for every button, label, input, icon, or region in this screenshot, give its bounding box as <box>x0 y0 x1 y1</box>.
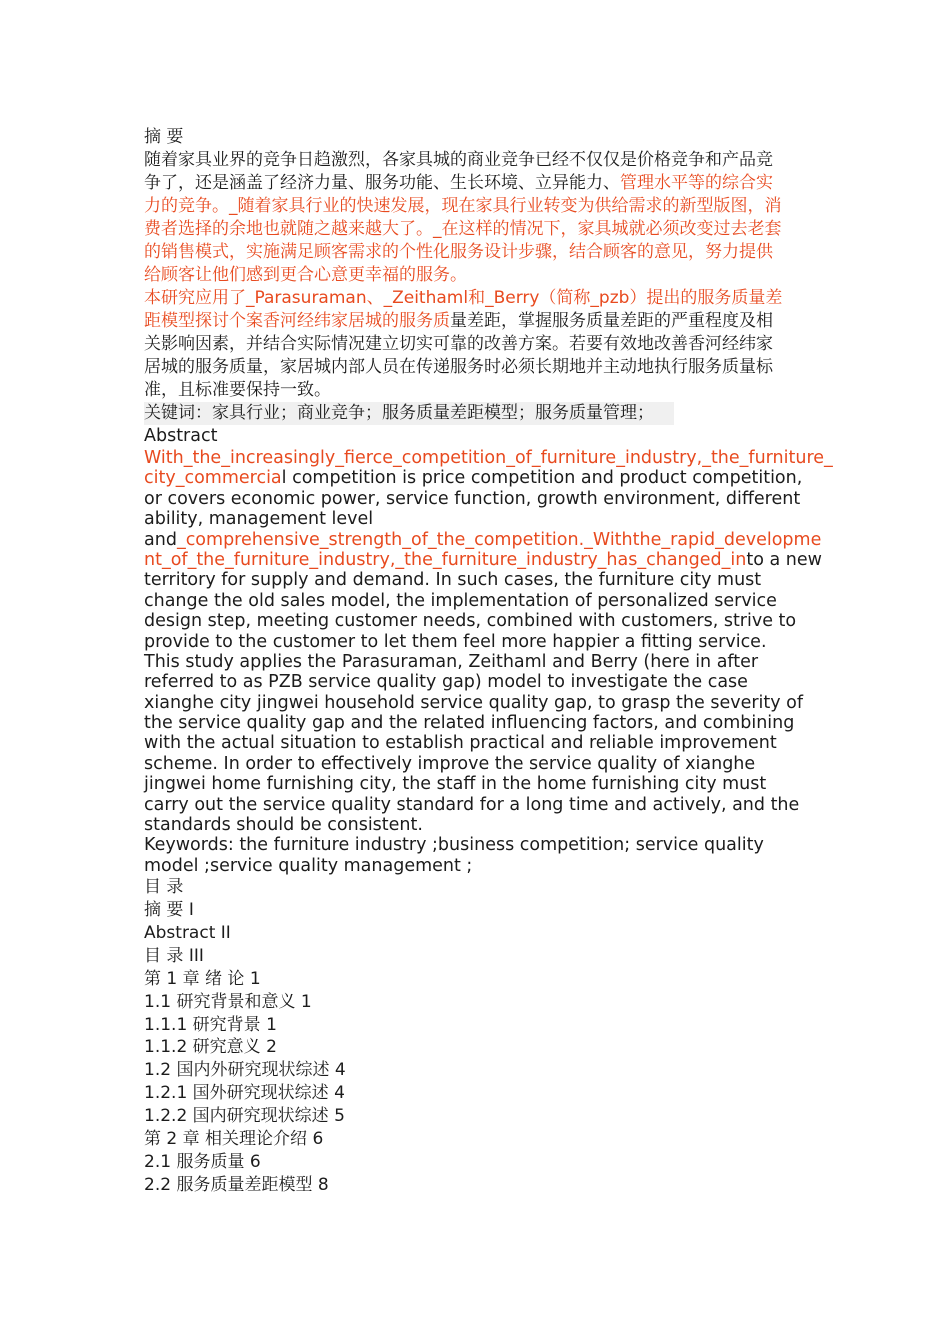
toc-entry-page: 2 <box>266 1037 277 1058</box>
toc-heading-text: 目 录 <box>144 877 184 898</box>
abstract-cn-line <box>144 287 844 310</box>
text-segment: This study applies the Parasuraman, Zeithaml and Berry (here in after <box>144 651 759 672</box>
text-segment: territory for supply and demand. In such cases, the furniture city must <box>144 570 762 591</box>
toc-entry-title: 1.2.1 国外研究现状综述 <box>144 1083 329 1104</box>
toc-entry <box>144 991 844 1014</box>
abstract-cn-line <box>144 379 844 402</box>
toc-entry-page: I <box>188 900 194 921</box>
abstract-en-heading-text: Abstract <box>144 426 218 446</box>
toc-entry-page: 4 <box>334 1060 346 1081</box>
text-segment: with the actual situation to establish practical and reliable improvement <box>144 733 777 754</box>
toc-entry <box>144 1014 844 1037</box>
highlighted-text-segment: 距模型探讨个案香河经纬家居城的服务质 <box>144 311 450 331</box>
text-segment: 随着家具业界的竞争日趋激烈，各家具城的商业竞争已经不仅仅是价格竞争和产品竞 <box>144 150 773 170</box>
toc-entry-title: 摘 要 <box>144 900 184 921</box>
text-segment: 准，且标准要保持一致。 <box>144 380 331 400</box>
text-segment: carry out the service quality standard for a long time and actively, and the <box>144 794 800 815</box>
text-segment: standards should be consistent. <box>144 815 423 836</box>
highlighted-text-segment: 力的竞争。_随着家具行业的快速发展，现在家具行业转变为供给需求的新型版图，消 <box>144 196 782 216</box>
abstract-cn-heading <box>144 126 844 149</box>
toc-entry-title: 1.2 国内外研究现状综述 <box>144 1060 330 1081</box>
abstract-en-line <box>144 652 844 672</box>
text-segment: referred to as PZB service quality gap) model to investigate the case <box>144 672 748 693</box>
text-segment: Keywords: the furniture industry ;business competition; service quality <box>144 835 764 856</box>
toc-entry-page: 8 <box>317 1174 329 1195</box>
toc-entry-page: 1 <box>249 968 261 989</box>
text-segment: jingwei home furnishing city, the staff in the home furnishing city must <box>144 774 767 795</box>
toc-entry-page: III <box>188 945 204 966</box>
abstract-en-line <box>144 509 844 529</box>
abstract-en-line <box>144 530 844 550</box>
text-segment: 量差距，掌握服务质量差距的严重程度及相 <box>450 311 773 331</box>
abstract-en-line <box>144 489 844 509</box>
abstract-en-line <box>144 693 844 713</box>
abstract-cn-line <box>144 195 844 218</box>
toc-entry-title: 目 录 <box>144 945 184 966</box>
highlighted-text-segment: 给顾客让他们感到更合心意更幸福的服务。 <box>144 265 467 285</box>
text-segment: model ;service quality management ; <box>144 855 473 876</box>
text-segment: to a new <box>746 549 822 570</box>
abstract-en-line <box>144 570 844 590</box>
text-segment: ability, management level <box>144 509 374 530</box>
text-segment: 关影响因素，并结合实际情况建立切实可靠的改善方案。若要有效地改善香河经纬家 <box>144 334 773 354</box>
highlighted-text-segment: With_the_increasingly_fierce_competition_of_furniture_industry,_the_furniture_ <box>144 448 833 468</box>
abstract-en-line <box>144 795 844 815</box>
keywords-cn-text: 关键词：家具行业；商业竞争；服务质量差距模型；服务质量管理； <box>144 402 674 425</box>
toc-entry-title: 第 2 章 相关理论介绍 <box>144 1129 308 1149</box>
document-page <box>144 126 844 1197</box>
toc-entry-page: 5 <box>334 1106 345 1127</box>
abstract-cn-line <box>144 218 844 241</box>
toc-entry-title: Abstract <box>144 922 216 943</box>
abstract-cn-line <box>144 264 844 287</box>
abstract-en-line <box>144 815 844 835</box>
abstract-en-line <box>144 632 844 652</box>
abstract-en-heading <box>144 425 844 448</box>
toc-entry-title: 2.1 服务质量 <box>144 1151 245 1172</box>
abstract-en-line <box>144 448 844 468</box>
toc-entry <box>144 899 844 922</box>
abstract-en-line <box>144 713 844 733</box>
keywords-en-line <box>144 856 844 876</box>
highlighted-text-segment: 费者选择的余地也就随之越来越大了。_在这样的情况下，家具城就必须改变过去老套 <box>144 219 782 239</box>
highlighted-text-segment: 的销售模式，实施满足顾客需求的个性化服务设计步骤，结合顾客的意见，努力提供 <box>144 242 773 262</box>
highlighted-text-segment: 管理水平等的综合实 <box>620 173 773 193</box>
text-segment: change the old sales model, the implementation of personalized service <box>144 590 777 611</box>
toc-entry <box>144 1059 844 1082</box>
toc-heading <box>144 876 844 899</box>
text-segment: 居城的服务质量，家居城内部人员在传递服务时必须长期地并主动地执行服务质量标 <box>144 357 773 377</box>
abstract-en-line <box>144 468 844 488</box>
toc-entry-page: 4 <box>334 1083 345 1104</box>
text-segment: or covers economic power, service function, growth environment, different <box>144 488 801 509</box>
abstract-cn-line <box>144 333 844 356</box>
abstract-en-line <box>144 774 844 794</box>
highlighted-text-segment: 本研究应用了_Parasuraman、_Zeithaml和_Berry（简称_pzb）提出的服务质量差 <box>144 288 783 308</box>
toc-entry-page: 6 <box>312 1129 324 1149</box>
toc-entry <box>144 968 844 991</box>
text-segment: scheme. In order to effectively improve the service quality of xianghe <box>144 753 756 774</box>
toc-entry-title: 1.1.2 研究意义 <box>144 1037 261 1058</box>
text-segment: and <box>144 529 177 550</box>
abstract-en-line <box>144 733 844 753</box>
toc-entry <box>144 1082 844 1105</box>
toc-entry-page: II <box>220 922 231 943</box>
text-segment: the service quality gap and the related influencing factors, and combining <box>144 713 795 734</box>
abstract-en-line <box>144 611 844 631</box>
abstract-cn-line <box>144 241 844 264</box>
highlighted-text-segment: city_commercia <box>144 468 282 489</box>
highlighted-text-segment: nt_of_the_furniture_industry,_the_furniture_industry_has_changed_in <box>144 549 747 570</box>
abstract-en-line <box>144 550 844 570</box>
text-segment: xianghe city jingwei household service quality gap, to grasp the severity of <box>144 692 804 713</box>
toc-entry <box>144 1036 844 1059</box>
abstract-cn-heading-text: 摘 要 <box>144 127 184 147</box>
abstract-cn-line <box>144 310 844 333</box>
toc-entry-page: 1 <box>266 1014 277 1035</box>
toc-entry <box>144 1151 844 1174</box>
toc-entry-title: 1.2.2 国内研究现状综述 <box>144 1106 329 1127</box>
toc-entry-title: 第 1 章 绪 论 <box>144 968 245 989</box>
keywords-cn <box>144 402 844 425</box>
toc-entry-title: 1.1.1 研究背景 <box>144 1014 261 1035</box>
text-segment: 争了，还是涵盖了经济力量、服务功能、生长环境、立异能力、 <box>144 173 620 193</box>
toc-entry <box>144 945 844 968</box>
abstract-cn-line <box>144 356 844 379</box>
abstract-en-line <box>144 754 844 774</box>
toc-entry-page: 1 <box>300 991 312 1012</box>
abstract-cn-line <box>144 172 844 195</box>
toc-entry <box>144 1174 844 1197</box>
keywords-en-line <box>144 835 844 855</box>
highlighted-text-segment: _comprehensive_strength_of_the_competition._Withthe_rapid_developme <box>176 529 822 550</box>
toc-entry <box>144 1105 844 1128</box>
toc-entry <box>144 922 844 945</box>
abstract-en-line <box>144 591 844 611</box>
text-segment: provide to the customer to let them feel more happier a fitting service. <box>144 631 767 652</box>
text-segment: design step, meeting customer needs, combined with customers, strive to <box>144 611 797 632</box>
toc-entry <box>144 1128 844 1151</box>
toc-entry-title: 1.1 研究背景和意义 <box>144 991 296 1012</box>
toc-entry-page: 6 <box>249 1151 261 1172</box>
abstract-en-line <box>144 672 844 692</box>
toc-entry-title: 2.2 服务质量差距模型 <box>144 1174 313 1195</box>
text-segment: l competition is price competition and product competition, <box>281 468 803 489</box>
abstract-cn-line <box>144 149 844 172</box>
